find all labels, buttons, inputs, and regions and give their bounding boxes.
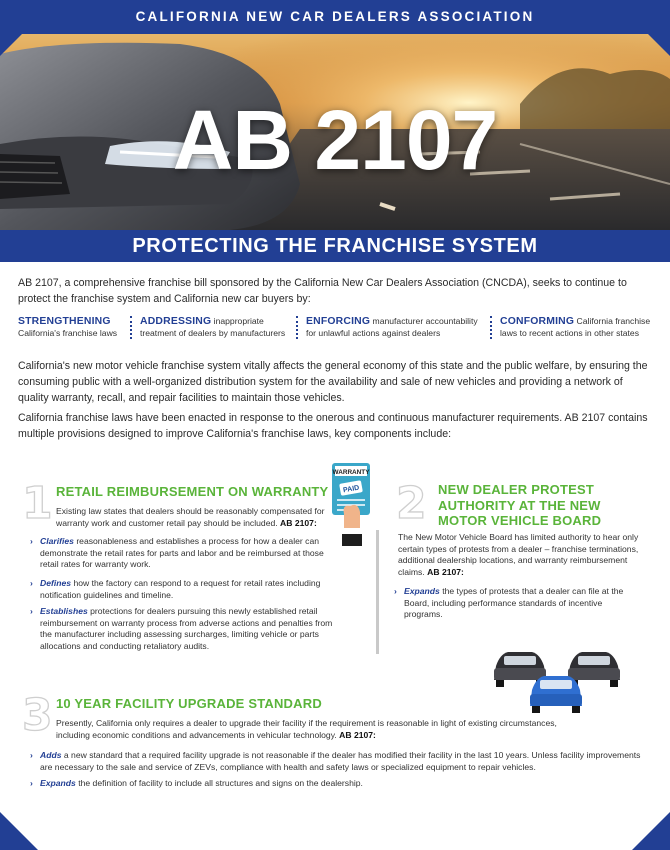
bullet-keyword: Adds <box>40 750 62 760</box>
pillar-keyword: CONFORMING <box>500 316 575 327</box>
pillar-keyword: ENFORCING <box>306 316 371 327</box>
bullet-text: a new standard that a required facility upgrade is not reasonable if the dealer has modified their facility in the last 10 years. Unless facility improvements are necessary to the sale and service of ZEVs, compliance with health and safety laws or specialized equipment to repair vehicles. <box>40 750 641 772</box>
column-divider <box>376 530 379 654</box>
section-2-title-line: MOTOR VEHICLE BOARD <box>438 513 602 528</box>
chevron-right-icon: › <box>30 750 33 760</box>
footer-corner-left <box>0 812 38 850</box>
chevron-right-icon: › <box>30 578 33 588</box>
hero-corner-left <box>0 34 22 56</box>
subheader-title: PROTECTING THE FRANCHISE SYSTEM <box>132 235 538 257</box>
section-2-bullet <box>394 586 640 621</box>
section-3-body-tag: AB 2107: <box>339 729 376 740</box>
section-1-title: RETAIL REIMBURSEMENT ON WARRANTY <box>56 484 329 499</box>
bullet-keyword: Expands <box>404 586 440 596</box>
section-2-title <box>438 482 658 529</box>
bullet-text: the types of protests that a dealer can file at the Board, including performance standards of incentive programs. <box>404 586 624 619</box>
pillar-keyword: STRENGTHENING <box>18 316 111 327</box>
chevron-right-icon: › <box>30 606 33 616</box>
section-2-number: 2 <box>396 478 427 529</box>
section-1-number: 1 <box>22 478 53 529</box>
section-3-bullet <box>30 750 642 773</box>
bullet-text: protections for dealers pursuing this newly established retail reimbursement on warranty process from adverse actions and penalties from the manufacturer including assessing surcharges, limiting vehicle or parts allocations and conducting retaliatory audits. <box>40 606 333 651</box>
section-3-body <box>56 718 586 741</box>
pillar-text: California franchise <box>576 316 651 326</box>
pillar-enforcing <box>296 316 486 339</box>
header-bar <box>0 0 670 34</box>
paragraph-franchise-laws: California franchise laws have been enacted in response to the onerous and continuous manufacturer requirements. AB 2107 contains multiple provisions designed to improve California's franchise laws, key components include: <box>18 412 648 440</box>
org-name: CALIFORNIA NEW CAR DEALERS ASSOCIATION <box>135 9 535 24</box>
pillar-text: inappropriate <box>213 316 264 326</box>
chevron-right-icon: › <box>30 778 33 788</box>
pillar-strengthening <box>18 316 126 339</box>
section-2-title-line: AUTHORITY AT THE NEW <box>438 497 601 513</box>
pillar-conforming <box>490 316 660 339</box>
hero-image <box>0 34 670 230</box>
intro-paragraph: AB 2107, a comprehensive franchise bill sponsored by the California New Car Dealers Association (CNCDA), seeks to continue to protect the franchise system and California new car buyers by: <box>18 277 627 305</box>
bullet-text: reasonableness and establishes a process for how a dealer can demonstrate the retail rates for parts and labor and be reimbursed at those retail rates for warranty work. <box>40 536 324 569</box>
chevron-right-icon: › <box>394 586 397 596</box>
bullet-keyword: Clarifies <box>40 536 74 546</box>
bullet-text: the definition of facility to include all structures and signs on the dealership. <box>78 778 363 788</box>
section-3-bullet <box>30 778 642 790</box>
bullet-keyword: Establishes <box>40 606 88 616</box>
section-1-bullet <box>30 578 338 601</box>
hero-corner-right <box>648 34 670 56</box>
bullet-keyword: Defines <box>40 578 72 588</box>
subheader-bar <box>0 230 670 262</box>
section-1-body <box>56 506 328 529</box>
pillar-text: manufacturer accountability <box>372 316 478 326</box>
hero-title: AB 2107 <box>172 93 498 187</box>
section-1-body-tag: AB 2107: <box>280 517 317 528</box>
section-2-body <box>398 532 646 578</box>
pillar-keyword: ADDRESSING <box>140 316 212 327</box>
pillar-text: California's franchise laws <box>18 327 118 338</box>
section-2-body-tag: AB 2107: <box>427 566 464 577</box>
section-1-bullet <box>30 606 338 652</box>
footer-corner-right <box>632 812 670 850</box>
warranty-label: WARRANTY <box>332 469 370 476</box>
section-3-body-text: Presently, California only requires a dealer to upgrade their facility if the requirement is reasonable in light of existing circumstances, including economic conditions and advancements in vehicular technology. <box>56 718 557 740</box>
pillar-text-2: for unlawful actions against dealers <box>306 327 441 338</box>
chevron-right-icon: › <box>30 536 33 546</box>
paid-label: PAID <box>342 484 360 495</box>
pillar-text-2: treatment of dealers by manufacturers <box>140 327 286 338</box>
section-1-bullet <box>30 536 338 571</box>
section-3-number: 3 <box>22 690 53 741</box>
bullet-keyword: Expands <box>40 778 76 788</box>
section-2-body-text: The New Motor Vehicle Board has limited authority to hear only certain types of protests from a dealer – franchise terminations, additional dealership locations, and warranty reimbursement claims. <box>398 532 639 577</box>
cars-icon <box>490 648 620 720</box>
pillar-addressing <box>130 316 290 339</box>
section-1-body-text: Existing law states that dealers should be reasonably compensated for warranty work and customer retail pay should be included. <box>56 506 325 528</box>
section-2-title-line: NEW DEALER PROTEST <box>438 482 594 497</box>
paragraph-franchise-system: California's new motor vehicle franchise system vitally affects the general economy of this state and the public welfare, by ensuring the consuming public with a well-organized distribution system for the availability and sale of new vehicles and providing a network of quality warranty, recall, and repair facilities to maintain those vehicles. <box>18 360 648 404</box>
pillar-text-2: laws to recent actions in other states <box>500 327 640 338</box>
section-3-title: 10 YEAR FACILITY UPGRADE STANDARD <box>56 696 322 711</box>
bullet-text: how the factory can respond to a request for retail rates including notification guidelines and timeline. <box>40 578 321 600</box>
